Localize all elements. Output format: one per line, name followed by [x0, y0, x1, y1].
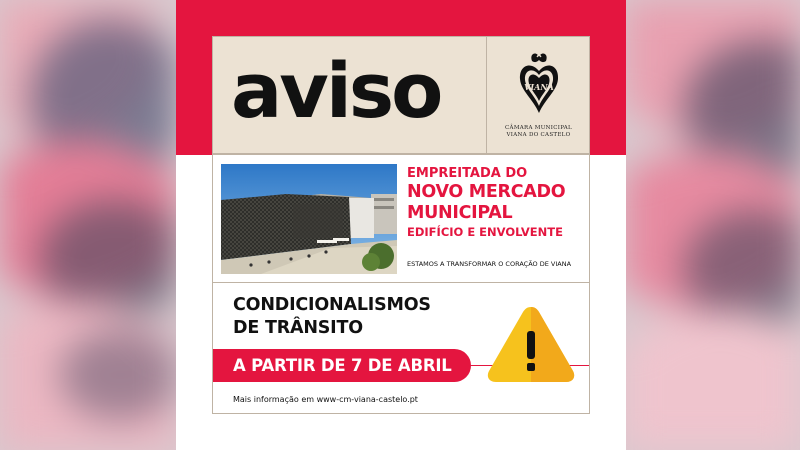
date-banner: A PARTIR DE 7 DE ABRIL	[213, 349, 471, 382]
notice-poster	[176, 0, 626, 450]
notice-heading	[233, 294, 431, 340]
notice-line2: DE TRÂNSITO	[233, 318, 363, 338]
project-line4: EDIFÍCIO E ENVOLVENTE	[407, 225, 563, 239]
notice-line1: CONDICIONALISMOS	[233, 295, 431, 315]
blurred-background-left	[0, 0, 176, 450]
project-line3: MUNICIPAL	[407, 203, 513, 223]
logo-line2: VIANA DO CASTELO	[506, 132, 571, 138]
project-tagline: ESTAMOS A TRANSFORMAR O CORAÇÃO DE VIANA	[407, 260, 572, 268]
blurred-background-right	[624, 0, 800, 450]
project-line2: NOVO MERCADO	[407, 182, 566, 202]
section-divider	[213, 282, 589, 283]
viana-heart-icon	[517, 51, 561, 117]
municipality-logo	[487, 37, 590, 153]
logo-line1: CÂMARA MUNICIPAL	[505, 125, 572, 131]
warning-triangle-icon	[483, 301, 579, 387]
market-building-photo	[221, 164, 397, 274]
page-title: aviso	[231, 46, 441, 135]
project-line1: EMPREITADA DO	[407, 166, 528, 181]
content-box	[212, 154, 590, 414]
project-title	[407, 165, 587, 240]
header-box	[212, 36, 590, 154]
logo-wordmark: VIANA	[524, 82, 554, 92]
more-info-text: Mais informação em www-cm-viana-castelo.pt	[233, 395, 418, 404]
